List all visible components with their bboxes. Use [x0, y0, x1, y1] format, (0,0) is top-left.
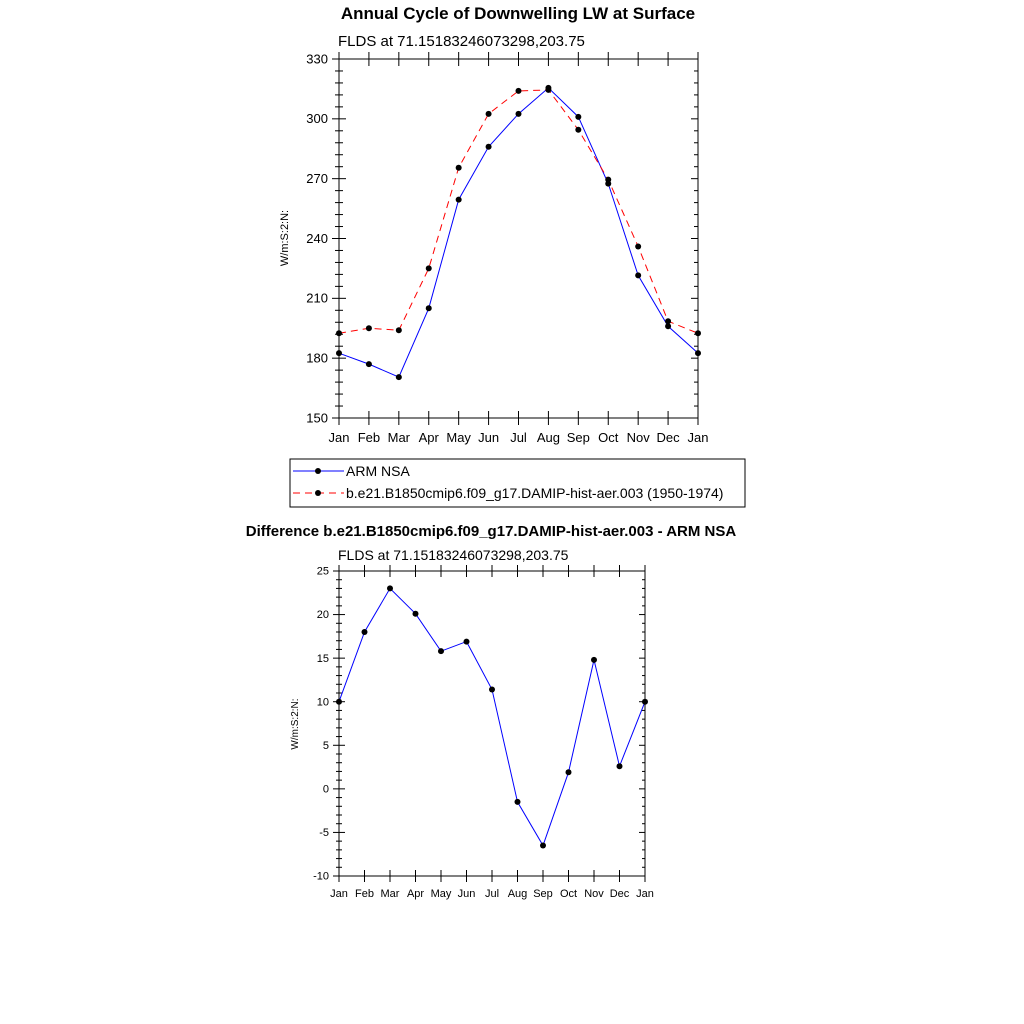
data-point [695, 350, 701, 356]
bottom-plot-area [313, 565, 654, 900]
data-point [336, 350, 342, 356]
legend-label-model: b.e21.B1850cmip6.f09_g17.DAMIP-hist-aer.003 (1950-1974) [346, 485, 724, 501]
data-point [366, 325, 372, 331]
legend [290, 459, 745, 507]
x-tick-label: Dec [609, 888, 630, 900]
data-point [516, 88, 522, 94]
y-tick-label: 240 [306, 230, 328, 246]
y-tick-label: 0 [322, 783, 329, 796]
y-tick-label: 20 [316, 609, 329, 622]
x-tick-label: Feb [355, 888, 374, 900]
data-point [362, 629, 368, 635]
data-point [336, 699, 342, 705]
x-tick-label: Jan [330, 888, 348, 900]
x-tick-label: Jun [478, 430, 500, 445]
data-point [515, 799, 521, 805]
x-tick-label: Nov [626, 430, 650, 445]
data-point [665, 318, 671, 324]
x-tick-label: Mar [387, 430, 411, 445]
annual-cycle-chart [279, 4, 745, 507]
x-tick-label: Oct [559, 888, 578, 900]
x-tick-label: Sep [566, 430, 590, 445]
legend-marker-model [315, 490, 321, 496]
x-tick-label: Apr [406, 888, 425, 900]
difference-y-axis-label: W/m:S:2:N: [290, 698, 301, 750]
data-point [366, 361, 372, 367]
x-tick-label: Oct [598, 430, 619, 445]
data-point [486, 111, 492, 117]
x-tick-label: Jun [457, 888, 476, 900]
chart-title: Annual Cycle of Downwelling LW at Surface [340, 4, 696, 23]
difference-subtitle: FLDS at 71.15183246073298,203.75 [338, 547, 569, 563]
y-tick-label: 300 [306, 111, 328, 127]
data-point [387, 585, 393, 591]
data-point [617, 763, 623, 769]
y-tick-label: 270 [306, 171, 328, 186]
legend-marker-arm [315, 468, 321, 474]
x-tick-label: Nov [584, 888, 604, 900]
data-point [605, 177, 611, 183]
top-plot-area [306, 51, 708, 445]
data-point [695, 330, 701, 336]
data-point [575, 114, 581, 120]
x-tick-label: May [430, 888, 452, 900]
data-point [642, 699, 648, 705]
series-line-0 [339, 88, 698, 377]
chart-subtitle: FLDS at 71.15183246073298,203.75 [338, 33, 585, 50]
data-point [635, 272, 641, 278]
data-point [413, 611, 419, 617]
data-point [486, 144, 492, 150]
y-tick-label: -5 [319, 827, 329, 840]
x-tick-label: Dec [656, 430, 680, 445]
x-tick-label: Aug [536, 430, 560, 445]
plot-frame [339, 571, 645, 876]
y-tick-label: 150 [306, 410, 328, 426]
series-line-1 [339, 90, 698, 333]
data-point [396, 374, 402, 380]
y-tick-label: 10 [316, 696, 329, 709]
y-tick-label: 330 [306, 51, 328, 67]
legend-label-arm: ARM NSA [346, 463, 410, 479]
data-point [575, 127, 581, 133]
x-tick-label: Feb [357, 430, 381, 445]
y-tick-label: 180 [306, 350, 328, 366]
x-tick-label: Sep [533, 888, 553, 900]
x-tick-label: Aug [507, 888, 528, 900]
data-point [336, 330, 342, 336]
data-point [426, 265, 432, 271]
difference-chart [246, 523, 737, 900]
x-tick-label: Mar [380, 888, 400, 900]
x-tick-label: Jul [484, 888, 500, 900]
data-point [566, 769, 572, 775]
series-line-0 [339, 588, 645, 845]
data-point [464, 639, 470, 645]
data-point [635, 243, 641, 249]
y-tick-label: -10 [313, 870, 329, 883]
y-axis-label: W/m:S:2:N: [279, 209, 291, 267]
data-point [591, 657, 597, 663]
data-point [396, 327, 402, 333]
x-tick-label: Apr [418, 430, 439, 445]
x-tick-label: Jan [687, 430, 709, 445]
y-tick-label: 25 [316, 565, 329, 578]
x-tick-label: Jul [510, 430, 527, 445]
x-tick-label: Jan [328, 430, 350, 445]
difference-title: Difference b.e21.B1850cmip6.f09_g17.DAMIP-hist-aer.003 - ARM NSA [245, 523, 737, 540]
data-point [545, 87, 551, 93]
data-point [489, 687, 495, 693]
data-point [426, 305, 432, 311]
y-tick-label: 210 [306, 290, 328, 306]
data-point [456, 165, 462, 171]
y-tick-label: 5 [322, 739, 329, 752]
data-point [456, 197, 462, 203]
data-point [516, 111, 522, 117]
x-tick-label: May [446, 430, 471, 445]
x-tick-label: Jan [636, 888, 654, 900]
y-tick-label: 15 [316, 652, 329, 665]
data-point [540, 843, 546, 849]
data-point [438, 648, 444, 654]
